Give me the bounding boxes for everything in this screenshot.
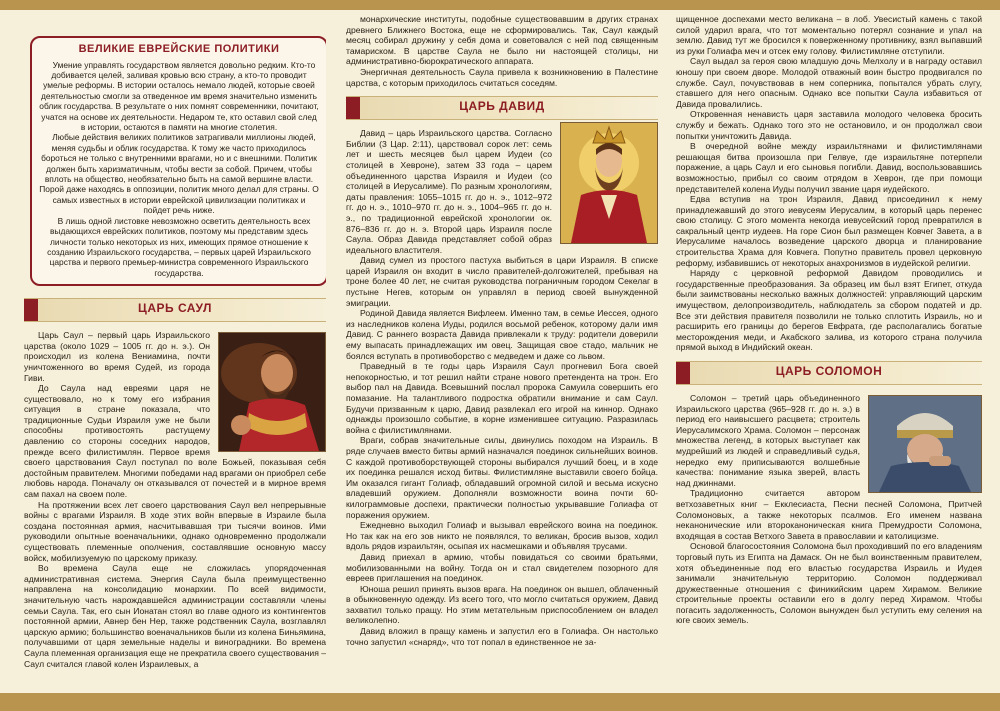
david-heading-text: ЦАРЬ ДАВИД bbox=[459, 99, 545, 114]
david-paragraph: Праведный в те годы царь Израиля Саул прогневил Бога своей непокорностью, и тот решил найти стране нового претендента на трон. Его выбор пал на Давида. Всевышний послал пророка Самуила совершить его помазание. На талантливого подростка обратили внимание и сам Саул. Будучи призванным к царю, Давид развлекал его игрой на киннор. Однако однажды произошло событие, в корне изменившее ситуацию. Разразилась война с филистимлянами. bbox=[346, 361, 658, 435]
column-2 bbox=[346, 14, 658, 688]
david-paragraph: Давид приехал в армию, чтобы повидаться со своими братьями, мобилизованными на войну. Тогда он и стал свидетелем позорного для евреев приглашения на поединок. bbox=[346, 551, 658, 584]
bottom-band bbox=[0, 693, 1000, 711]
david-paragraph: Давид – царь Израильского царства. Согласно Библии (3 Цар. 2:11), царствовал сорок лет: семь лет и шесть месяцев был царем Иудеи (со столицей в Хевроне), затем 33 года – царем объединенного царства Израиля и Иудеи (со столицей в Иерусалиме). По разным хронологиям, даты правления: 1055–1015 гг. до н. э., 1012–972 гг. до н. э., 1010–970 гг. до н. э., 1004–965 гг. до н. э., по традиционной еврейской хронологии ок. 876–836 гг. до н. э. Второй царь Израиля после Саула. Образ Давида представляет собой образ идеального властителя. bbox=[346, 128, 552, 255]
david-paragraph: Давид вложил в пращу камень и запустил его в Голиафа. Он настолько точно запустил «снаряд», что тот попал в единственное не за- bbox=[346, 626, 658, 647]
saul-heading bbox=[24, 298, 326, 322]
david-paragraph: Родиной Давида является Вифлеем. Именно там, в семье Иессея, одного из наследников колена Иуды, родился восьмой ребенок, которому дали имя Давид. С раннего возраста Давида привлекали к труду: родители доверили ему выпасать принадлежащих им овец. Защищая свое стадо, мальчик не боялся вступать в противоборство с медведем и даже со львом. bbox=[346, 308, 658, 361]
intro-title: ВЕЛИКИЕ ЕВРЕЙСКИЕ ПОЛИТИКИ bbox=[78, 43, 280, 55]
intro-paragraph: Умение управлять государством является довольно редким. Кто-то добивается целей, заливая кровью всю страну, а кто-то проводит умелые реформы. В истории осталось немало людей, которые своей деятельностью смогли за отведенное им время значительно изменить облик государства. В результате о них помнят современники, почитают, учатся на основе их деятельности. Недаром те, кто оставил свой след в истории, остаются в памяти на многие столетия. bbox=[39, 59, 319, 133]
saul-paragraph: Во времена Саула еще не сложилась упорядоченная административная система. Энергия Саула была преимущественно направлена на консолидацию монархии. По всей видимости, значительную часть нарождавшейся администрации составляли члены семьи Саула. Так, его сын Ионатан стоял во главе одного из контингентов постоянной армии, Авнер бен Нер, также родственник Саула, возглавлял царскую армию; большинство военачальников были из колена Биньямина, получавшими от царя земельные наделы и виноградники. Во времена Саула племенная организация еще не прекратила своего существования – Саул считался главой колен Израилевых, а bbox=[24, 563, 326, 669]
top-band bbox=[0, 0, 1000, 10]
intro-paragraph: Любые действия великих политиков затрагивали миллионы людей, меняя судьбы и облик государства. К тому же часто приходилось бороться не только с внутренними врагами, но и с внешними. Политик должен быть харизматичным, чтобы вести за собой. Причем, чтобы вплоть на общество, необязательно быть на самой вершине власти. Порой даже находясь в оппозиции, политик много делал для страны. О самых известных в истории еврейской цивилизации политиках и пойдет речь ниже. bbox=[39, 132, 319, 216]
saul-continued-paragraph: Энергичная деятельность Саула привела к возникновению в Палестине царства, с которым приходилось считаться соседям. bbox=[346, 66, 658, 88]
david-continued-paragraph: щищенное доспехами место великана – в лоб. Увесистый камень с такой силой ударил врага, что тот моментально потерял сознание и упал на землю. Давид тут же бросился к поверженному противнику, взял выпавший из руки Голиафа меч и отсек ему голову. Филистимляне отступили. bbox=[676, 14, 982, 56]
saul-heading-text: ЦАРЬ САУЛ bbox=[138, 301, 212, 316]
solomon-portrait-icon bbox=[868, 395, 982, 493]
column-1 bbox=[24, 14, 326, 688]
solomon-paragraph: Соломон – третий царь объединенного Израильского царства (965–928 гг. до н. э.) в период его наивысшего расцвета; строитель Иерусалимского Храма. Соломон – персонаж множества легенд, в которых выступает как мудрейший из людей и справедливый судья, нередко ему приписываются волшебные качества: понимание языка зверей, власть над джиннами. bbox=[676, 393, 860, 488]
solomon-paragraph: Основой благосостояния Соломона был проходивший по его владениям торговый путь из Египта на Дамаск. Он не был воинственным правителем, хотя объединенные под его властью государства Израиль и Иудея занимали значительную территорию. Соломон поддерживал дружественные отношения с финикийским царем Хирамом. Великие строительные проекты оставили его в долгу перед Хирамом. Чтобы погасить задолженность, Соломон вынужден был уступить ему селения на юге своих земель. bbox=[676, 541, 982, 626]
david-paragraph: Давид сумел из простого пастуха выбиться в цари Израиля. В списке царей Израиля он входит в число правителей-долгожителей, пребывая на троне более 40 лет, не считая руководства пограничным городом Секелаг в пустыне Негев, которым он управлял в период своей вынужденной эмиграции. bbox=[346, 255, 658, 308]
david-paragraph: Враги, собрав значительные силы, двинулись походом на Израиль. В ряде случаев вместо битвы армий назначался поединок сильнейших воинов. С каждой противоборствующей стороны выбирался лучший боец, и в ходе их поединка решался исход битвы. Филистимляне выставили своего бойца. Им оказался гигант Голиаф, обладавший огромной силой и весьма искусно владевший оружием. Дополняли возможности воина почти 60-килограммовые доспехи, практически полностью укрывавшие Голиафа от поражения оружием. bbox=[346, 435, 658, 520]
david-continued-paragraph: Откровенная ненависть царя заставила молодого человека бросить службу и бежать. Однако того это не остановило, и он продолжал свои попытки уничтожить Давида. bbox=[676, 109, 982, 141]
david-heading bbox=[346, 96, 658, 120]
saul-paragraph: Царь Саул – первый царь Израильского царства (около 1029 – 1005 гг. до н. э.). Он происходил из колена Вениамина, почти уничтоженного во время Судей, из города Гиви. bbox=[24, 330, 210, 383]
david-continued-paragraph: Саул выдал за героя свою младшую дочь Мелхолу и в награду оставил юношу при своем дворе. Молодой отважный воин быстро продвигался по службе. Саул, почувствовав в нем соперника, попытался убрать слугу, ставшего для него опасным. Однако все попытки Саула избавиться от Давида провалились. bbox=[676, 56, 982, 109]
intro-paragraph: В лишь одной листовке невозможно осветить деятельность всех выдающихся еврейских политиков, поэтому мы представим здесь личности только некоторых из них, имеющих прямое отношение к созданию Израильского государства, – первых царей Израильского царства и первого премьер-министра современного Израильского государства. bbox=[47, 215, 311, 278]
david-continued-paragraph: В очередной войне между израильтянами и филистимлянами решающая битва произошла при Гелвуе, где израильтяне потерпели поражение, а царь Саул и его сыновья погибли. Давид, воспользовавшись возможностью, прибыл со своим отрядом в Хеврон, где при помощи представителей колена Иуды получил звание царя иудейского. bbox=[676, 141, 982, 194]
david-paragraph: Юноша решил принять вызов врага. На поединок он вышел, облаченный в обыкновенную одежду. Из всего того, что могло считаться оружием, Давид захватил только пращу. Но этим метательным приспособлением он владел великолепно. bbox=[346, 583, 658, 626]
saul-paragraph: На протяжении всех лет своего царствования Саул вел непрерывные войны с врагами Израиля. В ходе этих войн впервые в Израиле была создана постоянная армия, насчитывавшая три тысячи воинов. Ими руководили опытные военачальники, однако одновременно продолжали существовать племенные ополчения, составлявшие основную массу войск, мобилизуемую по царскому приказу. bbox=[24, 499, 326, 563]
david-portrait-icon bbox=[560, 122, 658, 244]
column-3 bbox=[676, 14, 982, 688]
solomon-heading-text: ЦАРЬ СОЛОМОН bbox=[775, 364, 883, 378]
david-paragraph: Ежедневно выходил Голиаф и вызывал еврейского воина на поединок. Но так как на его зов никто не появлялся, то великан, бросив вызов, ходил вдоль рядов израильтян, осыпая их насмешками и объявляя трусами. bbox=[346, 520, 658, 552]
intro-box bbox=[30, 36, 326, 286]
saul-portrait-icon bbox=[218, 332, 326, 452]
saul-paragraph: До Саула над евреями царя не существовало, но к тому его избрания ситуация в стране показала, что традиционные Судьи Израиля уже не были способны противостоять растущему давлению со стороны соседних народов, прежде всего филистимлян. Первое время своего царствования Саул поступал по воле Божьей, показывая себя достойным правителем. Многими победами над врагами он приобрел себе любовь народа. Поначалу он отказывался от почестей и в мирное время сам пахал на своем поле. bbox=[24, 383, 326, 500]
solomon-paragraph: Традиционно считается автором ветхозаветных книг – Екклесиаста, Песни песней Соломона, Притчей Соломоновых, а также некоторых псалмов. Его именем названа неканонические или второканоническая книга Премудрости Соломона, входящая в состав Ветхого Завета в православии и католицизме. bbox=[676, 488, 982, 541]
saul-continued-paragraph: монархические институты, подобные существовавшим в других странах древнего Ближнего Востока, еще не сформировались. Так, Саул каждый месяц собирал дружину у себя дома и советовался с ней под священным тамариском. В царстве Саула не было ни настоящей столицы, ни административно-бюрократического аппарата. bbox=[346, 14, 658, 67]
david-continued-paragraph: Наряду с церковной реформой Давидом проводились и государственные преобразования. За образец им был взят Египет, откуда были заимствованы несколько важных должностей: управляющий царским имуществом, делопроизводитель, наблюдатель за сбором податей и др. Все эти действия правителя позволили не только сплотить Израиль, но и расширить его границы до берегов Евфрата, где располагались богатые месторождения меди, и Акабского залива, из которого страна получила прямой выход в Индийский океан. bbox=[676, 268, 982, 353]
david-continued-paragraph: Едва вступив на трон Израиля, Давид присоединил к нему принадлежавший до этого иевусеям Иерусалим, в который царь перенес свою столицу. С этого момента некогда иевусейский город превратился в сакральный центр иудеев. На горе Сион был размещен Ковчег Завета, а в Иерусалиме началось возведение царского дворца и планирование строительства Храма для Ковчега. Попутно правитель провел церковную реформу, избавившись от некоторых анахронизмов в иудейской религии. bbox=[676, 194, 982, 268]
solomon-heading bbox=[676, 361, 982, 385]
